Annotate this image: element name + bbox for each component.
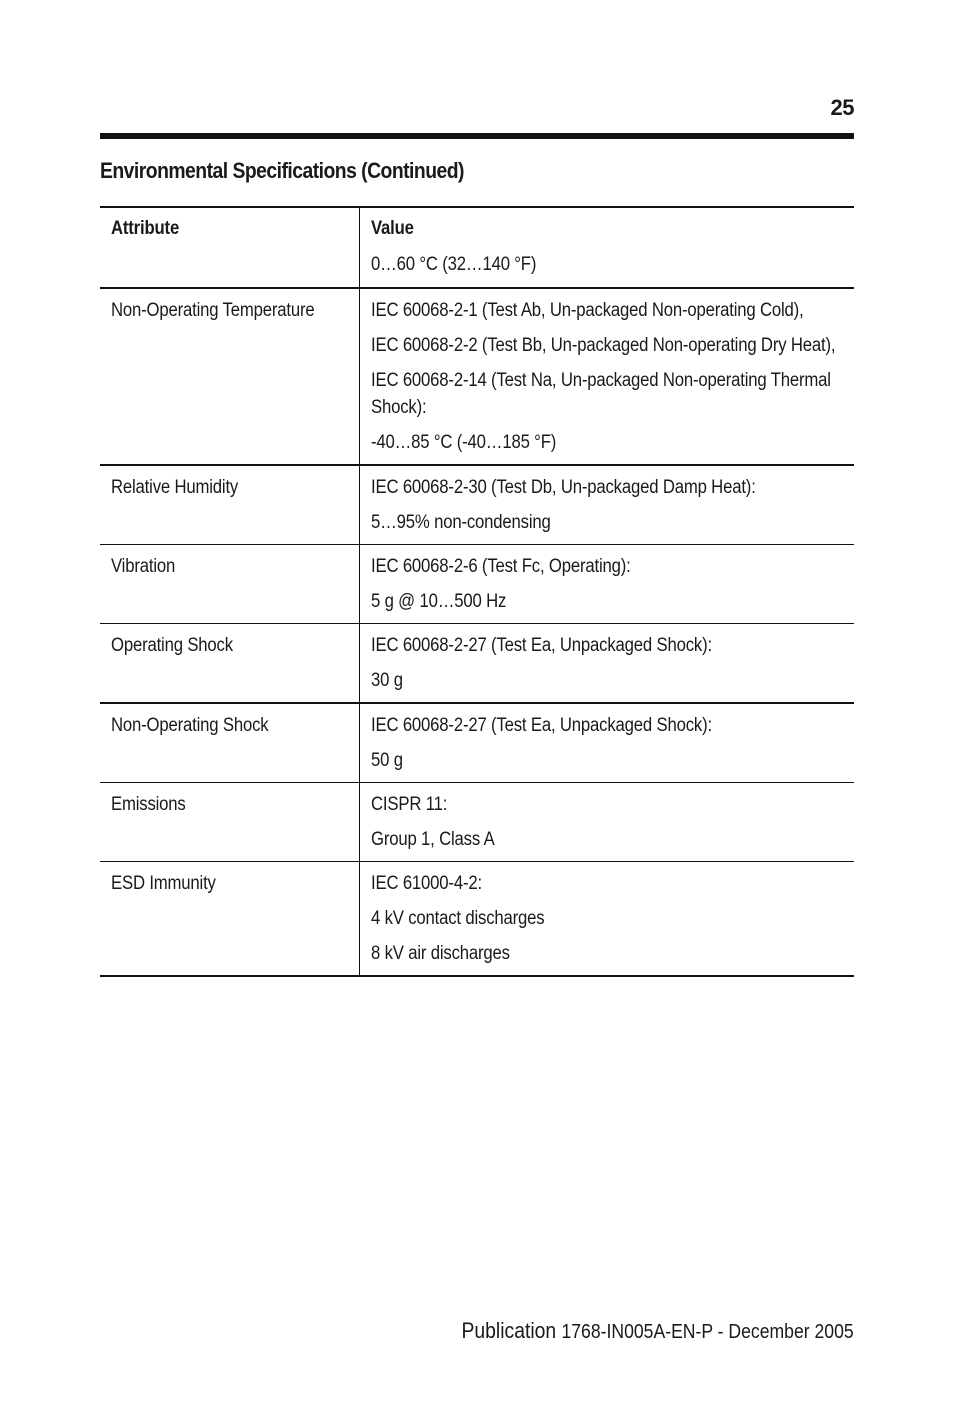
value-line: 4 kV contact discharges bbox=[371, 908, 545, 929]
value-line: 50 g bbox=[371, 750, 403, 771]
page-number: 25 bbox=[830, 95, 854, 120]
table-row bbox=[100, 703, 854, 783]
row-attribute bbox=[100, 624, 360, 704]
value-line: IEC 60068-2-30 (Test Db, Un-packaged Damp Heat): bbox=[371, 477, 756, 498]
attribute-label: Emissions bbox=[111, 794, 186, 815]
row-value bbox=[360, 862, 855, 977]
table-row bbox=[100, 288, 854, 465]
attribute-label: Operating Shock bbox=[111, 635, 233, 656]
value-line: CISPR 11: bbox=[371, 794, 448, 815]
value-line: IEC 60068-2-6 (Test Fc, Operating): bbox=[371, 556, 631, 577]
value-line: IEC 60068-2-27 (Test Ea, Unpackaged Shock): bbox=[371, 715, 712, 736]
footer-text: 1768-IN005A-EN-P - December 2005 bbox=[561, 1321, 854, 1343]
value-line: 5…95% non-condensing bbox=[371, 512, 551, 533]
row-attribute bbox=[100, 783, 360, 862]
row-attribute bbox=[100, 703, 360, 783]
value-line: 0…60 °C (32…140 °F) bbox=[371, 254, 537, 275]
value-line: 8 kV air discharges bbox=[371, 943, 510, 964]
table-row bbox=[100, 783, 854, 862]
row-value bbox=[360, 783, 855, 862]
value-line: 30 g bbox=[371, 670, 403, 691]
value-line: 5 g @ 10…500 Hz bbox=[371, 591, 507, 612]
footer-label: Publication bbox=[461, 1318, 557, 1343]
table-row bbox=[100, 624, 854, 704]
row-attribute bbox=[100, 288, 360, 465]
row-value bbox=[360, 545, 855, 624]
spec-table bbox=[100, 206, 854, 977]
value-line: -40…85 °C (-40…185 °F) bbox=[371, 432, 557, 453]
table-row bbox=[100, 862, 854, 977]
header-attribute: Attribute bbox=[111, 218, 180, 239]
row-attribute bbox=[100, 545, 360, 624]
header-value: Value bbox=[360, 207, 855, 242]
value-line: IEC 60068-2-27 (Test Ea, Unpackaged Shock): bbox=[371, 635, 712, 656]
table-row bbox=[100, 465, 854, 545]
row-value bbox=[360, 288, 855, 465]
value-line: IEC 61000-4-2: bbox=[371, 873, 482, 894]
row-value bbox=[360, 465, 855, 545]
value-line: Group 1, Class A bbox=[371, 829, 495, 850]
attribute-label: Vibration bbox=[111, 556, 176, 577]
row-attribute bbox=[100, 862, 360, 977]
attribute-label: Non-Operating Temperature bbox=[111, 300, 315, 321]
row-value bbox=[360, 242, 855, 288]
row-attribute bbox=[100, 465, 360, 545]
table-header-row bbox=[100, 207, 854, 242]
table-row-continuation bbox=[100, 242, 854, 288]
top-rule bbox=[100, 133, 854, 139]
attribute-label: Relative Humidity bbox=[111, 477, 239, 498]
attribute-label: Non-Operating Shock bbox=[111, 715, 269, 736]
value-line: IEC 60068-2-2 (Test Bb, Un-packaged Non-operating Dry Heat), bbox=[371, 335, 836, 356]
value-line: IEC 60068-2-14 (Test Na, Un-packaged Non-operating Thermal Shock): bbox=[371, 370, 831, 418]
table-row bbox=[100, 545, 854, 624]
section-title: Environmental Specifications (Continued) bbox=[100, 158, 464, 183]
footer bbox=[462, 1318, 854, 1344]
row-attribute bbox=[100, 242, 360, 288]
attribute-label: ESD Immunity bbox=[111, 873, 216, 894]
value-line: IEC 60068-2-1 (Test Ab, Un-packaged Non-operating Cold), bbox=[371, 300, 804, 321]
row-value bbox=[360, 624, 855, 704]
row-value bbox=[360, 703, 855, 783]
